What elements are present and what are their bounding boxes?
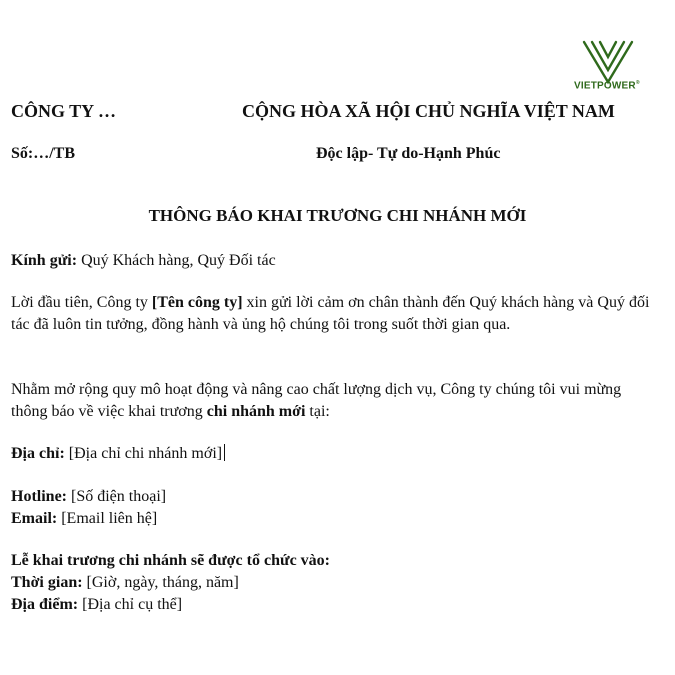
event-place-label: Địa điểm: — [11, 596, 79, 613]
event-time-line — [11, 572, 661, 594]
event-time-label: Thời gian: — [11, 574, 83, 591]
email-label: Email: — [11, 510, 58, 527]
address-label: Địa chỉ: — [11, 445, 65, 462]
greeting-value: Quý Khách hàng, Quý Đối tác — [77, 252, 276, 269]
intro-text-end: xin gửi lời cảm ơn chân thành đến Quý khách hàng và Quý đối tác đã luôn tin tưởng, đồng hành và ủng hộ chúng tôi trong suốt thời gian qua. — [11, 294, 650, 333]
company-placeholder: [Tên công ty] — [151, 294, 243, 311]
new-branch-emphasis: chi nhánh mới — [206, 403, 306, 420]
hotline-line — [11, 486, 661, 508]
greeting-label: Kính gửi: — [11, 252, 78, 269]
text-cursor — [224, 444, 225, 461]
announcement-paragraph — [11, 379, 661, 423]
event-place-line — [11, 594, 661, 616]
event-heading: Lễ khai trương chi nhánh sẽ được tổ chức vào: — [11, 552, 330, 569]
announcement-text-end: tại: — [305, 403, 330, 420]
event-time-value: [Giờ, ngày, tháng, năm] — [82, 574, 239, 591]
address-value: [Địa chỉ chi nhánh mới] — [64, 445, 223, 462]
event-place-value: [Địa chỉ cụ thể] — [78, 596, 183, 613]
intro-text-start: Lời đầu tiên, Công ty — [11, 294, 152, 311]
vietpower-logo-text: VIETPOWER® — [574, 80, 640, 92]
address-line — [11, 443, 661, 465]
company-name: CÔNG TY … — [11, 101, 117, 121]
hotline-value: [Số điện thoại] — [67, 488, 167, 505]
country-name: CỘNG HÒA XÃ HỘI CHỦ NGHĨA VIỆT NAM — [242, 101, 615, 121]
email-line — [11, 508, 661, 530]
intro-paragraph — [11, 292, 661, 336]
document-title: THÔNG BÁO KHAI TRƯƠNG CHI NHÁNH MỚI — [148, 206, 527, 225]
announcement-text-start: Nhằm mở rộng quy mô hoạt động và nâng cao chất lượng dịch vụ, Công ty chúng tôi vui mừng thông báo về việc khai trương — [11, 381, 622, 420]
greeting-line — [11, 250, 661, 272]
document-number: Số:…/TB — [11, 145, 76, 162]
hotline-label: Hotline: — [11, 488, 67, 505]
email-value: [Email liên hệ] — [57, 510, 158, 527]
national-motto: Độc lập- Tự do-Hạnh Phúc — [316, 145, 501, 162]
